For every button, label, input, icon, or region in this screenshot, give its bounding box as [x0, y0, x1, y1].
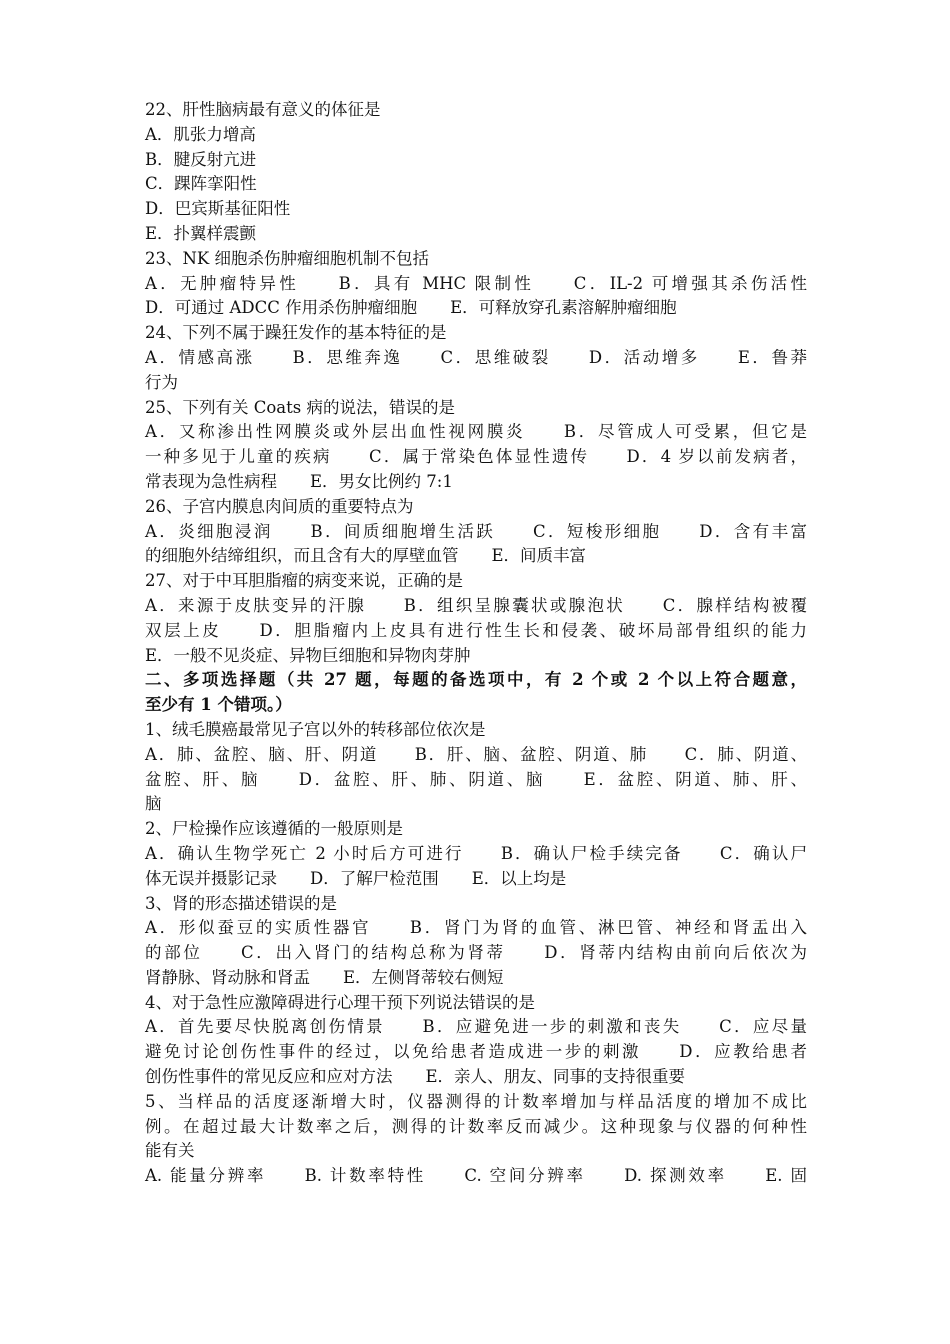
- text-line: 的细胞外结缔组织，而且含有大的厚壁血管 E．间质丰富: [145, 546, 587, 566]
- text-line: E．扑翼样震颤: [145, 223, 257, 243]
- text-line: 脑: [145, 794, 162, 814]
- text-line: 27、对于中耳胆脂瘤的病变来说，正确的是: [145, 571, 463, 591]
- text-line: C．踝阵挛阳性: [145, 174, 257, 194]
- text-line: 4、对于急性应激障碍进行心理干预下列说法错误的是: [145, 992, 535, 1012]
- section-heading-line: 至少有 1 个错项。）: [145, 695, 292, 715]
- text-line: 1、绒毛膜癌最常见子宫以外的转移部位依次是: [145, 719, 486, 739]
- text-line: 23、NK 细胞杀伤肿瘤细胞机制不包括: [145, 248, 430, 268]
- text-line: A．情感高涨 B．思维奔逸 C．思维破裂 D．活动增多 E．鲁莽: [145, 347, 807, 367]
- text-line: 创伤性事件的常见反应和应对方法 E．亲人、朋友、同事的支持很重要: [145, 1067, 686, 1087]
- text-line: A．肌张力增高: [145, 124, 256, 144]
- text-line: 常表现为急性病程 E．男女比例约 7:1: [145, 471, 453, 491]
- text-line: 24、下列不属于躁狂发作的基本特征的是: [145, 323, 447, 343]
- section-heading-line: 二、多项选择题（共 27 题，每题的备选项中，有 2 个或 2 个以上符合题意，: [145, 670, 807, 690]
- text-line: 22、肝性脑病最有意义的体征是: [145, 100, 381, 119]
- text-line: A．首先要尽快脱离创伤情景 B．应避免进一步的刺激和丧失 C．应尽量: [145, 1017, 807, 1037]
- text-line: A．无肿瘤特异性 B．具有 MHC 限制性 C．IL-2 可增强其杀伤活性: [145, 273, 807, 293]
- text-line: 25、下列有关 Coats 病的说法，错误的是: [145, 397, 455, 417]
- text-line: 肾静脉、肾动脉和肾盂 E．左侧肾蒂较右侧短: [145, 967, 504, 987]
- text-line: 能有关: [145, 1141, 195, 1161]
- text-line: 的部位 C．出入肾门的结构总称为肾蒂 D．肾蒂内结构由前向后依次为: [145, 943, 807, 963]
- text-line: 3、肾的形态描述错误的是: [145, 893, 337, 913]
- text-line: A．炎细胞浸润 B．间质细胞增生活跃 C．短梭形细胞 D．含有丰富: [145, 521, 807, 541]
- text-line: 行为: [145, 372, 178, 392]
- text-line: 一种多见于儿童的疾病 C．属于常染色体显性遗传 D．4 岁以前发病者，: [145, 447, 807, 467]
- text-line: A．确认生物学死亡 2 小时后方可进行 B．确认尸检手续完备 C．确认尸: [145, 843, 807, 863]
- text-line: E．一般不见炎症、异物巨细胞和异物肉芽肿: [145, 645, 471, 665]
- text-line: D．可通过 ADCC 作用杀伤肿瘤细胞 E．可释放穿孔素溶解肿瘤细胞: [145, 298, 677, 318]
- text-line: A. 能量分辨率 B. 计数率特性 C. 空间分辨率 D. 探测效率 E. 固: [145, 1166, 807, 1186]
- text-line: A．形似蚕豆的实质性器官 B．肾门为肾的血管、淋巴管、神经和肾盂出入: [145, 918, 807, 938]
- text-line: 26、子宫内膜息肉间质的重要特点为: [145, 496, 414, 516]
- text-line: B．腱反射亢进: [145, 149, 257, 169]
- text-line: 例。在超过最大计数率之后，测得的计数率反而减少。这种现象与仪器的何种性: [145, 1116, 807, 1136]
- text-line: 5、当样品的活度逐渐增大时，仪器测得的计数率增加与样品活度的增加不成比: [145, 1091, 807, 1111]
- text-line: 盆腔、肝、脑 D．盆腔、肝、肺、阴道、脑 E．盆腔、阴道、肺、肝、: [145, 769, 807, 789]
- text-line: 双层上皮 D．胆脂瘤内上皮具有进行性生长和侵袭、破坏局部骨组织的能力: [145, 620, 807, 640]
- text-line: 避免讨论创伤性事件的经过，以免给患者造成进一步的刺激 D．应教给患者: [145, 1042, 807, 1062]
- text-line: 体无误并摄影记录 D．了解尸检范围 E．以上均是: [145, 868, 567, 888]
- text-line: A．肺、盆腔、脑、肝、阴道 B．肝、脑、盆腔、阴道、肺 C．肺、阴道、: [145, 744, 807, 764]
- text-line: A．来源于皮肤变异的汗腺 B．组织呈腺囊状或腺泡状 C．腺样结构被覆: [145, 595, 807, 615]
- text-line: A．又称渗出性网膜炎或外层出血性视网膜炎 B．尽管成人可受累，但它是: [145, 422, 807, 442]
- text-line: 2、尸检操作应该遵循的一般原则是: [145, 819, 403, 839]
- document-page: [145, 98, 807, 1189]
- text-line: D．巴宾斯基征阳性: [145, 199, 291, 219]
